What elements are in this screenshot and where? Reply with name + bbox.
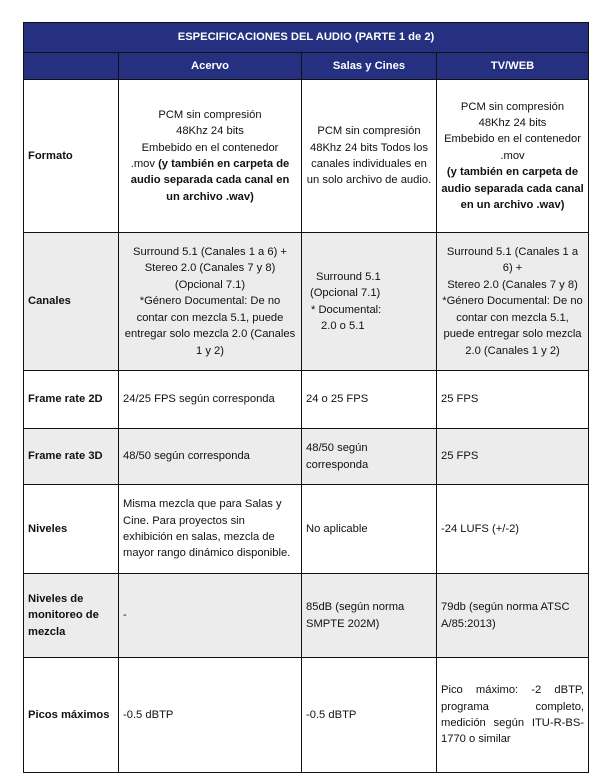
cell-line: Surround 5.1 (Canales 1 a 6) +: [133, 246, 287, 259]
cell-salas: [302, 233, 437, 371]
cell-line: 48Khz 24 bits: [478, 116, 547, 129]
table-row-canales: [24, 233, 589, 371]
cell-line: (Opcional 7.1): [174, 278, 246, 291]
column-header-salas: Salas y Cines: [302, 53, 437, 80]
cell-tvweb: Pico máximo: -2 dBTP, programa completo, medición según ITU-R-BS-1770 o similar: [437, 658, 589, 773]
cell-line: *Género Documental: De no contar con mezcla 5.1, puede entregar solo mezcla 2.0 (Canales 1 y 2): [442, 295, 583, 357]
cell-line: PCM sin compresión: [460, 100, 565, 113]
cell-line: * Documental:: [311, 303, 382, 316]
cell-acervo: 24/25 FPS según corresponda: [119, 371, 302, 429]
cell-line: Surround 5.1 (Canales 1 a 6) +: [446, 246, 579, 275]
cell-tvweb: [437, 233, 589, 371]
cell-line: (Opcional 7.1): [310, 287, 381, 300]
table-row-frame-rate-3d: [24, 429, 589, 485]
cell-salas: PCM sin compresión 48Khz 24 bits Todos los canales individuales en un solo archivo de audio.: [302, 80, 437, 233]
row-label: Frame rate 3D: [24, 429, 119, 485]
cell-tvweb: -24 LUFS (+/-2): [437, 485, 589, 574]
cell-tvweb: 25 FPS: [437, 429, 589, 485]
row-label: Frame rate 2D: [24, 371, 119, 429]
cell-bold-text: (y también en carpeta de audio separada cada canal en un archivo .wav): [441, 166, 584, 212]
cell-acervo: [119, 80, 302, 233]
cell-line: PCM sin compresión: [158, 108, 262, 121]
cell-acervo: [119, 233, 302, 371]
cell-tvweb: [437, 80, 589, 233]
row-label: Niveles de monitoreo de mezcla: [24, 574, 119, 658]
cell-salas: 48/50 según corresponda: [302, 429, 437, 485]
cell-bold-text: (y también en carpeta de audio separada cada canal en un archivo .wav): [130, 158, 290, 203]
cell-acervo: -0.5 dBTP: [119, 658, 302, 773]
cell-salas: 24 o 25 FPS: [302, 371, 437, 429]
column-header-tvweb: TV/WEB: [437, 53, 589, 80]
cell-line: *Género Documental: De no contar con mezcla 5.1, puede entregar solo mezcla 2.0 (Canales 1 y 2): [124, 295, 296, 357]
table-row-formato: [24, 80, 589, 233]
cell-salas: 85dB (según norma SMPTE 202M): [302, 574, 437, 658]
column-header-acervo: Acervo: [119, 53, 302, 80]
cell-acervo: -: [119, 574, 302, 658]
row-label: Canales: [24, 233, 119, 371]
table-row-picos: [24, 658, 589, 773]
column-header-empty: [24, 53, 119, 80]
audio-specs-table: [23, 22, 589, 773]
cell-line: Stereo 2.0 (Canales 7 y 8): [144, 262, 276, 275]
column-header-row: [24, 53, 589, 80]
cell-text: .mov: [130, 158, 155, 170]
cell-tvweb: 79db (según norma ATSC A/85:2013): [437, 574, 589, 658]
cell-acervo: Misma mezcla que para Salas y Cine. Para proyectos sin exhibición en salas, mezcla de mayor rango dinámico disponible.: [119, 485, 302, 574]
table-title-row: [24, 23, 589, 53]
cell-salas: No aplicable: [302, 485, 437, 574]
cell-tvweb: 25 FPS: [437, 371, 589, 429]
table-row-monitoreo: [24, 574, 589, 658]
cell-line: Surround 5.1: [316, 270, 381, 283]
table-row-niveles: [24, 485, 589, 574]
table-row-frame-rate-2d: [24, 371, 589, 429]
row-label: Formato: [24, 80, 119, 233]
cell-line: Embebido en el contenedor: [141, 141, 279, 154]
cell-line: 2.0 o 5.1: [321, 319, 365, 332]
row-label: Picos máximos: [24, 658, 119, 773]
cell-line: Stereo 2.0 (Canales 7 y 8): [447, 278, 578, 291]
cell-line: Embebido en el contenedor .mov: [444, 133, 581, 162]
cell-salas: -0.5 dBTP: [302, 658, 437, 773]
cell-line: 48Khz 24 bits: [176, 125, 244, 138]
row-label: Niveles: [24, 485, 119, 574]
table-title: ESPECIFICACIONES DEL AUDIO (PARTE 1 de 2): [24, 23, 589, 53]
cell-acervo: 48/50 según corresponda: [119, 429, 302, 485]
